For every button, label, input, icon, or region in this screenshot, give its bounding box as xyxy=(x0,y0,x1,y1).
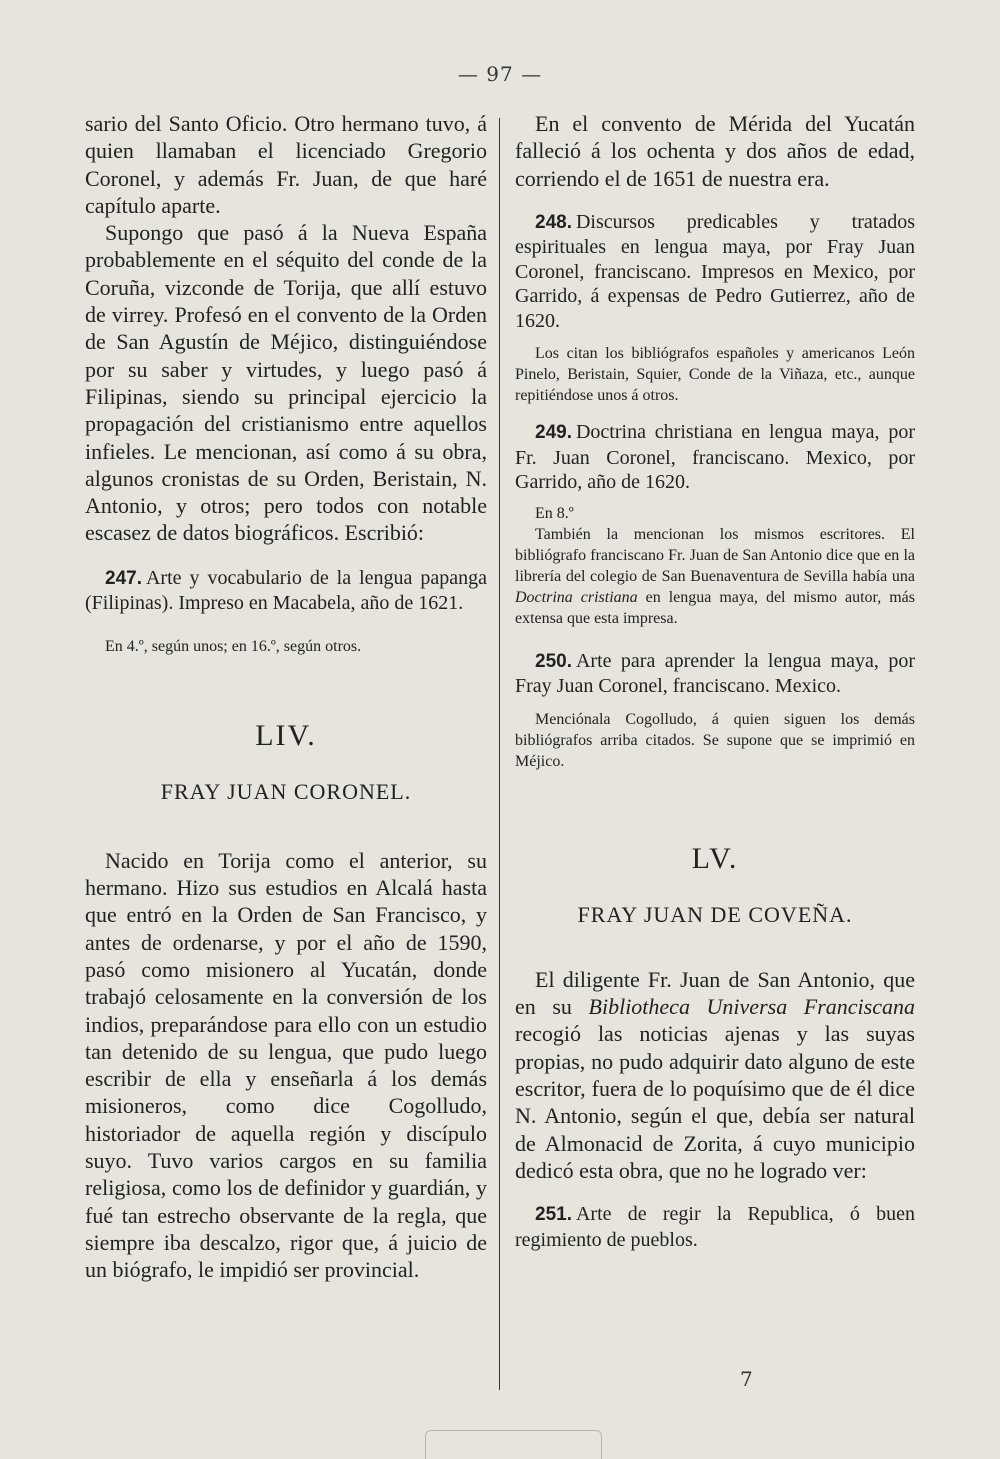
entry-250 xyxy=(515,649,915,699)
entry-text: Arte para aprender la lengua maya, por Fray Juan Coronel, franciscano. Mexico. xyxy=(515,649,915,698)
entry-text: Arte y vocabulario de la lengua papanga (Filipinas). Impreso en Macabela, año de 1621. xyxy=(85,566,487,615)
book-title: Doctrina cristiana xyxy=(515,588,638,606)
entry-247 xyxy=(85,566,487,616)
entry-text: Discursos predicables y tratados espirituales en lengua maya, por Fray Juan Coronel, franciscano. Impresos en Mexico, por Garrido, á expensas de Pedro Gutierrez, año de 1620. xyxy=(515,210,915,332)
section-number: LIV. xyxy=(255,718,317,752)
paragraph xyxy=(515,966,915,1184)
entry-number: 251. xyxy=(535,1204,572,1226)
right-column xyxy=(515,110,915,1252)
section-heading-liv xyxy=(85,719,487,805)
entry-number: 249. xyxy=(535,422,572,444)
section-title: FRAY JUAN DE COVEÑA. xyxy=(577,901,853,927)
entry-note: Menciónala Cogolludo, á quien siguen los demás bibliógrafos arriba citados. Se supone que se imprimió en Méjico. xyxy=(515,710,915,770)
paragraph-text: El diligente Fr. Juan de San Antonio, que en su xyxy=(515,966,915,1020)
note-text: en lengua maya, del mismo autor, más extensa que esta impresa. xyxy=(515,588,915,627)
entry-format: En 8.º xyxy=(535,504,574,522)
signature-mark: 7 xyxy=(740,1367,753,1391)
entry-248 xyxy=(515,210,915,334)
left-column xyxy=(85,110,487,1284)
entry-note: En 4.º, según unos; en 16.º, según otros. xyxy=(105,637,362,655)
library-stamp xyxy=(425,1430,602,1459)
paragraph: sario del Santo Oficio. Otro hermano tuvo, á quien llamaban el licenciado Gregorio Coronel, y además Fr. Juan, de que haré capítulo aparte. xyxy=(85,111,487,218)
paragraph-text: recogió las noticias ajenas y las suyas propias, no pudo adquirir dato alguno de este escritor, fuera de lo poquísimo que de él dice N. Antonio, según el que, debía ser natural de Almonacid de Zorita, á cuyo municipio dedicó esta obra, que no he logrado ver: xyxy=(515,1021,915,1183)
section-heading-lv xyxy=(515,842,915,928)
entry-note xyxy=(515,524,915,629)
column-divider xyxy=(499,118,500,1390)
paragraph: En el convento de Mérida del Yucatán falleció á los ochenta y dos años de edad, corriendo el de 1651 de nuestra era. xyxy=(515,111,915,191)
entry-number: 248. xyxy=(535,211,572,233)
entry-number: 247. xyxy=(105,567,142,589)
note-text: También la mencionan los mismos escritores. El bibliógrafo franciscano Fr. Juan de San Antonio dice que en la librería del colegio de San Buenaventura de Sevilla había una xyxy=(515,525,915,585)
paragraph: Supongo que pasó á la Nueva España probablemente en el séquito del conde de la Coruña, vizconde de Torija, que allí estuvo de virrey. Profesó en el convento de la Orden de San Agustín de Méjico, distinguiéndose por su saber y virtudes, y luego pasó á Filipinas, siendo su principal ejercicio la propagación del cristianismo entre aquellos infieles. Le mencionan, así como á su obra, algunos cronistas de su Orden, Beristain, N. Antonio, y otros; pero todos con notable escasez de datos biográficos. Escribió: xyxy=(85,220,487,546)
entry-text: Arte de regir la Republica, ó buen regimiento de pueblos. xyxy=(515,1203,915,1251)
entry-number: 250. xyxy=(535,650,572,672)
entry-note: Los citan los bibliógrafos españoles y americanos León Pinelo, Beristain, Squier, Conde de la Viñaza, etc., aunque repitiéndose unos á otros. xyxy=(515,345,915,405)
entry-text: Doctrina christiana en lengua maya, por Fr. Juan Coronel, franciscano. Mexico, por Garrido, año de 1620. xyxy=(515,421,915,494)
page-number: — 97 — xyxy=(457,62,543,86)
entry-249 xyxy=(515,420,915,495)
book-title: Bibliotheca Universa Franciscana xyxy=(588,994,915,1020)
entry-251 xyxy=(515,1202,915,1252)
section-number: LV. xyxy=(691,841,739,875)
paragraph: Nacido en Torija como el anterior, su hermano. Hizo sus estudios en Alcalá hasta que entró en la Orden de San Francisco, y antes de ordenarse, y por el año de 1590, pasó como misionero al Yucatán, donde trabajó celosamente en la conversión de los indios, preparándose para ello con un estudio tan detenido de su lengua, que pudo luego escribir de ella y enseñarla á los demás misioneros, como dice Cogolludo, historiador de aquella región y discípulo suyo. Tuvo varios cargos en su familia religiosa, como los de definidor y guardián, y fué tan estrecho observante de la regla, que siempre iba descalzo, rigor que, á juicio de un biógrafo, le impidió ser provincial. xyxy=(85,847,487,1283)
section-title: FRAY JUAN CORONEL. xyxy=(160,778,412,804)
